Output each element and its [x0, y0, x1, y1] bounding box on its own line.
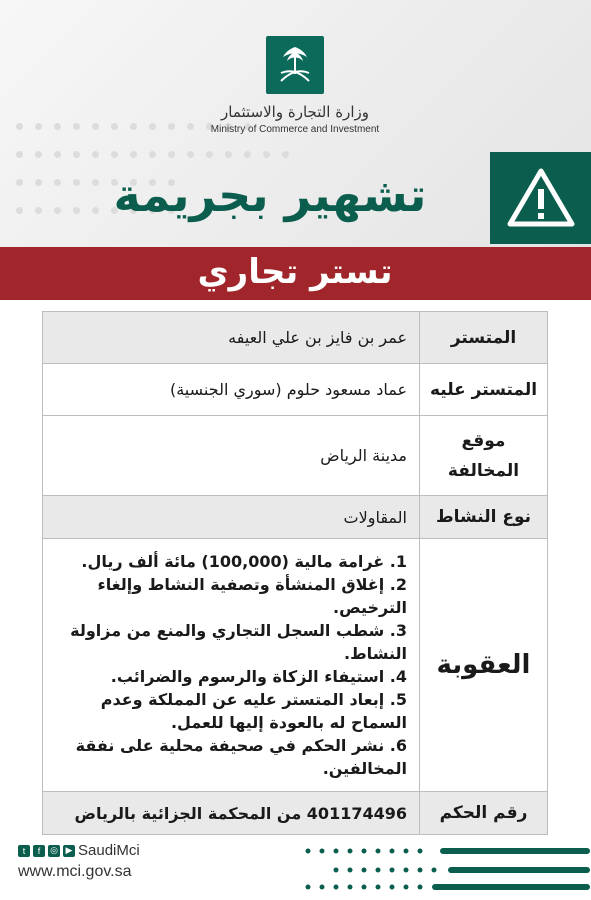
- penalty-list: [55, 550, 407, 780]
- facebook-icon[interactable]: f: [33, 845, 45, 857]
- ministry-name-english: Ministry of Commerce and Investment: [210, 124, 380, 135]
- table-row: [43, 539, 548, 792]
- penalty-item: 3. شطب السجل التجاري والمنع من مزاولة النشاط.: [70, 621, 407, 663]
- instagram-icon[interactable]: ◎: [48, 845, 60, 857]
- penalty-list-cell: [43, 539, 420, 792]
- social-handle[interactable]: SaudiMci: [78, 842, 140, 859]
- row-label: المتستر عليه: [420, 364, 548, 416]
- row-value: عمر بن فايز بن علي العيفه: [43, 312, 420, 364]
- penalty-item: 6. نشر الحكم في صحيفة محلية على نفقة المخالفين.: [75, 736, 407, 778]
- row-value: المقاولات: [43, 496, 420, 539]
- footer-decoration: [300, 843, 591, 893]
- poster-subtitle: تستر تجاري: [197, 252, 393, 292]
- row-value: عماد مسعود حلوم (سوري الجنسية): [43, 364, 420, 416]
- poster-title: تشهير بجريمة: [113, 168, 427, 222]
- verdict-value: 401174496 من المحكمة الجزائية بالرياض: [43, 792, 420, 835]
- saudi-emblem-icon: [266, 36, 324, 94]
- row-value: مدينة الرياض: [43, 416, 420, 496]
- verdict-label: رقم الحكم: [420, 792, 548, 835]
- penalty-label: العقوبة: [420, 539, 548, 792]
- ministry-name-arabic: وزارة التجارة والاستثمار: [221, 103, 369, 121]
- website-link[interactable]: www.mci.gov.sa: [18, 863, 132, 880]
- footer: [18, 842, 140, 881]
- table-row: [43, 496, 548, 539]
- row-label: موقع المخالفة: [420, 416, 548, 496]
- row-label: المتستر: [420, 312, 548, 364]
- penalty-item: 5. إبعاد المتستر عليه عن المملكة وعدم السماح له بالعودة إليها للعمل.: [100, 690, 407, 732]
- penalty-item: 2. إغلاق المنشأة وتصفية النشاط وإلغاء الترخيص.: [97, 575, 407, 617]
- decor-dots: [10, 146, 295, 165]
- twitter-icon[interactable]: t: [18, 845, 30, 857]
- table-row: [43, 792, 548, 835]
- penalty-item: 4. استيفاء الزكاة والرسوم والضرائب.: [110, 667, 407, 686]
- table-row: [43, 312, 548, 364]
- case-details-table: [42, 311, 548, 835]
- row-label: نوع النشاط: [420, 496, 548, 539]
- table-row: [43, 416, 548, 496]
- youtube-icon[interactable]: ▶: [63, 845, 75, 857]
- social-handle-row: [18, 842, 140, 859]
- penalty-item: 1. غرامة مالية (100,000) مائة ألف ريال.: [81, 552, 407, 571]
- warning-triangle-icon: [490, 152, 591, 244]
- table-row: [43, 364, 548, 416]
